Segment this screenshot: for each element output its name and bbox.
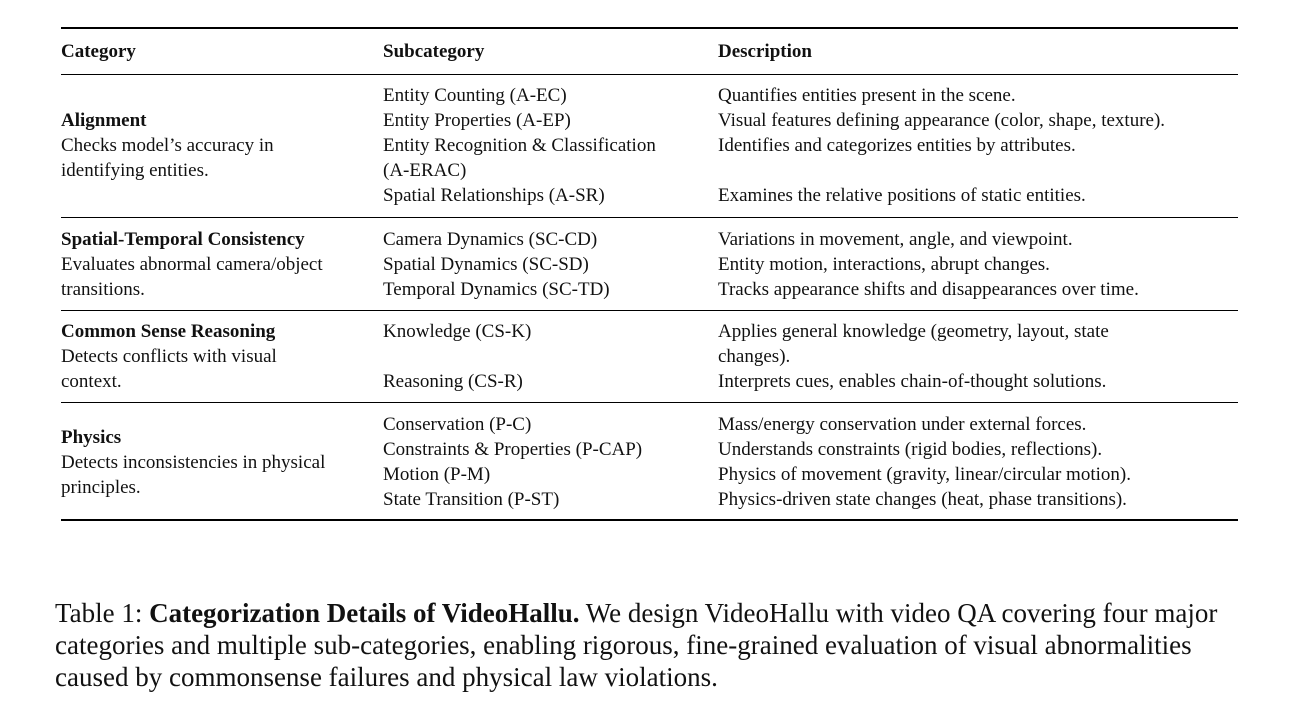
table-body — [61, 75, 1238, 519]
description-cell — [718, 183, 1238, 208]
description-line: Quantifies entities present in the scene. — [718, 85, 1016, 106]
description-cell — [718, 277, 1238, 302]
header-description: Description — [718, 41, 812, 62]
category-description: Checks model’s accuracy in — [61, 135, 274, 156]
category-cell — [61, 227, 383, 302]
category-description: Detects conflicts with visual — [61, 346, 277, 367]
category-name: Common Sense Reasoning — [61, 321, 276, 342]
description-cell — [718, 83, 1238, 108]
description-line: Physics of movement (gravity, linear/circular motion). — [718, 464, 1131, 485]
caption-text: We design VideoHallu with video QA covering four major categories and multiple sub-categories, enabling rigorous, fine-grained evaluation of visual abnormalities caused by commonsense failures and physical law violations. — [55, 598, 1218, 692]
description-line: Mass/energy conservation under external forces. — [718, 414, 1087, 435]
description-cell — [718, 133, 1238, 183]
table-section — [61, 311, 1238, 402]
subcategory-list — [383, 412, 1238, 512]
category-description: Evaluates abnormal camera/object — [61, 254, 323, 275]
table-row — [383, 412, 1238, 437]
subcategory-cell — [383, 412, 718, 437]
subcategory-line: Knowledge (CS-K) — [383, 321, 532, 342]
caption-label: Table 1: — [55, 598, 150, 628]
subcategory-line: State Transition (P-ST) — [383, 489, 560, 510]
table-section — [61, 218, 1238, 310]
subcategory-line: Motion (P-M) — [383, 464, 491, 485]
subcategory-line: Camera Dynamics (SC-CD) — [383, 229, 598, 250]
subcategory-line: Temporal Dynamics (SC-TD) — [383, 279, 610, 300]
subcategory-line: Entity Counting (A-EC) — [383, 85, 567, 106]
category-cell — [61, 412, 383, 512]
table-section — [61, 75, 1238, 217]
subcategory-cell — [383, 252, 718, 277]
category-name: Physics — [61, 426, 122, 448]
description-cell — [718, 462, 1238, 487]
description-line: Applies general knowledge (geometry, layout, state — [718, 321, 1109, 342]
subcategory-line: Spatial Dynamics (SC-SD) — [383, 254, 589, 275]
description-cell — [718, 227, 1238, 252]
description-line: Understands constraints (rigid bodies, reflections). — [718, 439, 1103, 460]
subcategory-cell — [383, 462, 718, 487]
table-row — [383, 369, 1238, 394]
table-row — [383, 183, 1238, 208]
description-cell — [718, 319, 1238, 369]
description-line: Visual features defining appearance (color, shape, texture). — [718, 110, 1166, 131]
subcategory-cell — [383, 487, 718, 512]
categorization-table — [61, 27, 1238, 521]
subcategory-line: Reasoning (CS-R) — [383, 371, 523, 392]
subcategory-cell — [383, 83, 718, 108]
header-subcategory: Subcategory — [383, 41, 485, 62]
table-row — [383, 83, 1238, 108]
category-name: Spatial-Temporal Consistency — [61, 229, 305, 250]
description-cell — [718, 487, 1238, 512]
description-cell — [718, 369, 1238, 394]
header-category: Category — [61, 41, 136, 62]
category-description: context. — [61, 371, 122, 392]
subcategory-cell — [383, 227, 718, 252]
category-description: principles. — [61, 476, 141, 498]
table-row — [383, 487, 1238, 512]
table-row — [383, 252, 1238, 277]
category-description: transitions. — [61, 279, 145, 300]
subcategory-cell — [383, 277, 718, 302]
description-cell — [718, 412, 1238, 437]
subcategory-line: Entity Recognition & Classification — [383, 135, 656, 156]
table-row — [383, 437, 1238, 462]
table-bottom-rule — [61, 519, 1238, 521]
category-description: identifying entities. — [61, 160, 209, 181]
category-name: Alignment — [61, 110, 147, 131]
subcategory-line: (A-ERAC) — [383, 160, 467, 181]
description-line: changes). — [718, 346, 791, 367]
description-line: Identifies and categorizes entities by attributes. — [718, 135, 1076, 156]
subcategory-list — [383, 319, 1238, 394]
description-cell — [718, 108, 1238, 133]
description-line: Physics-driven state changes (heat, phase transitions). — [718, 489, 1127, 510]
table-section — [61, 403, 1238, 519]
category-cell — [61, 83, 383, 208]
subcategory-line: Entity Properties (A-EP) — [383, 110, 571, 131]
table-row — [383, 108, 1238, 133]
description-line: Examines the relative positions of static entities. — [718, 185, 1086, 206]
category-cell — [61, 319, 383, 394]
subcategory-list — [383, 227, 1238, 302]
subcategory-list — [383, 83, 1238, 208]
subcategory-cell — [383, 437, 718, 462]
table-row — [383, 133, 1238, 183]
subcategory-cell — [383, 133, 718, 183]
table-header-row — [61, 29, 1238, 74]
description-cell — [718, 252, 1238, 277]
subcategory-line: Constraints & Properties (P-CAP) — [383, 439, 643, 460]
table-row — [383, 227, 1238, 252]
table-caption — [55, 597, 1250, 693]
table-row — [383, 319, 1238, 369]
caption-title: Categorization Details of VideoHallu. — [149, 598, 580, 628]
subcategory-line: Spatial Relationships (A-SR) — [383, 185, 605, 206]
subcategory-cell — [383, 183, 718, 208]
description-line: Variations in movement, angle, and viewpoint. — [718, 229, 1073, 250]
subcategory-line: Conservation (P-C) — [383, 414, 532, 435]
subcategory-cell — [383, 108, 718, 133]
table-row — [383, 277, 1238, 302]
subcategory-cell — [383, 369, 718, 394]
table-row — [383, 462, 1238, 487]
description-line: Interprets cues, enables chain-of-thought solutions. — [718, 371, 1107, 392]
description-cell — [718, 437, 1238, 462]
subcategory-cell — [383, 319, 718, 369]
category-description: Detects inconsistencies in physical — [61, 451, 326, 473]
description-line: Entity motion, interactions, abrupt changes. — [718, 254, 1050, 275]
description-line: Tracks appearance shifts and disappearances over time. — [718, 279, 1139, 300]
